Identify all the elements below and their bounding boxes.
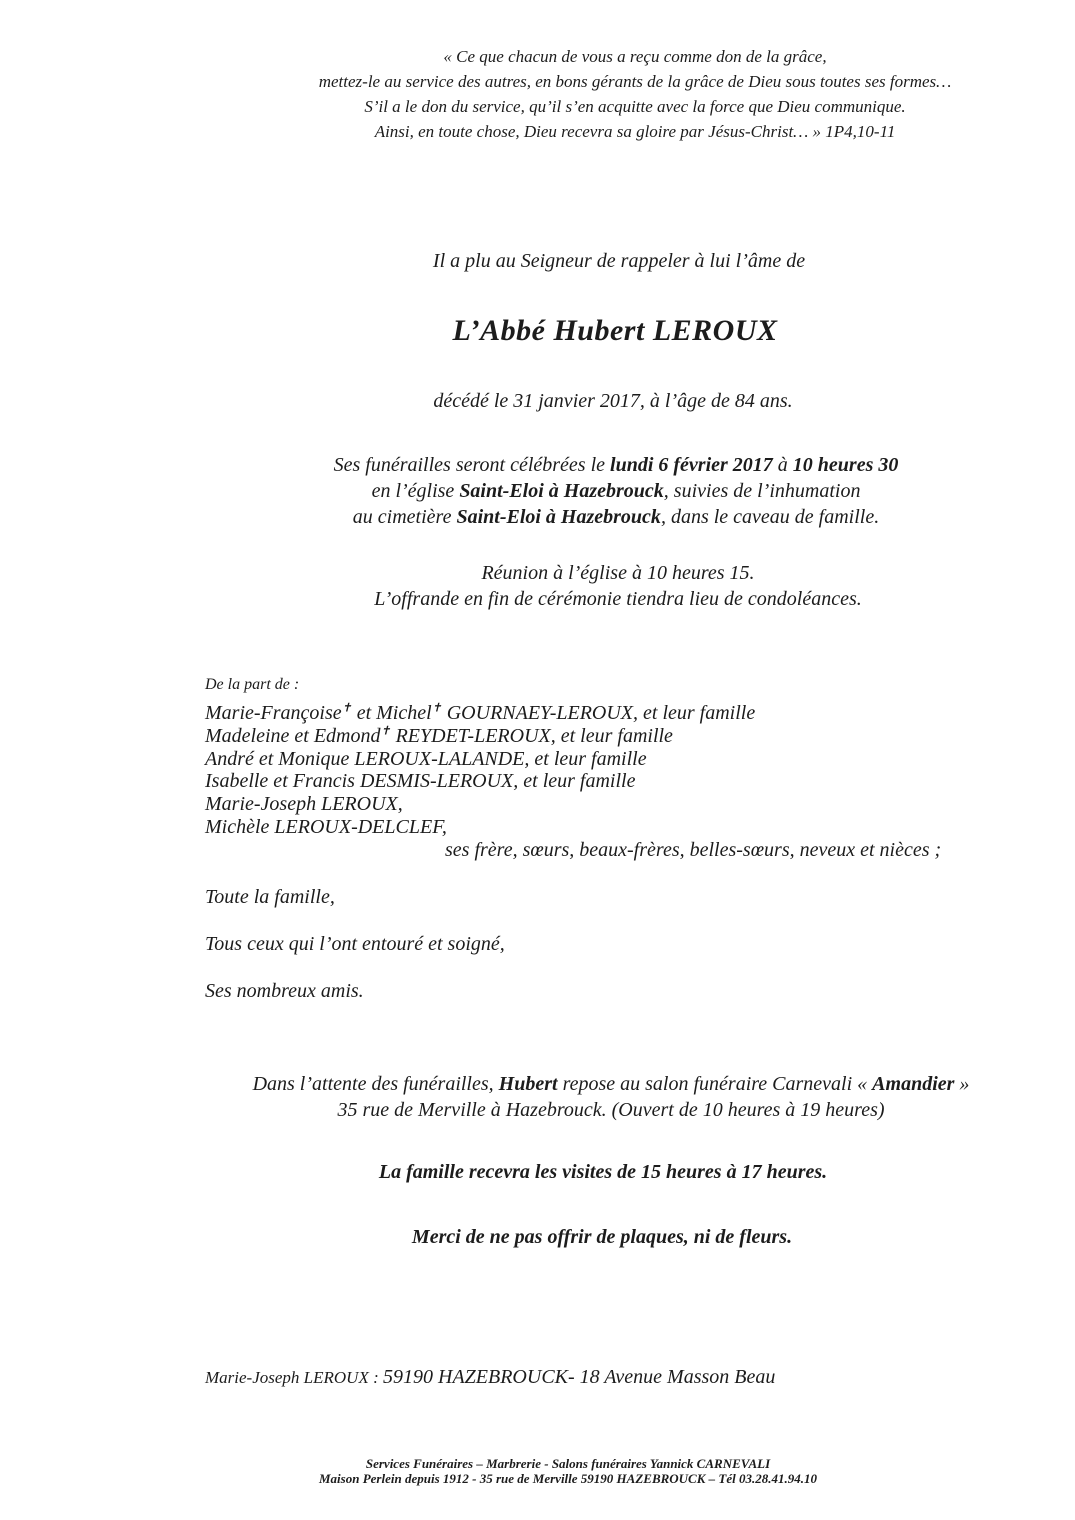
family-name-line: Marie-Françoise✝ et Michel✝ GOURNAEY-LEROUX, et leur famille [205, 700, 756, 724]
repose-details-line: 35 rue de Merville à Hazebrouck. (Ouvert de 10 heures à 19 heures) [337, 1099, 885, 1121]
caregivers-line: Tous ceux qui l’ont entouré et soigné, [205, 933, 505, 955]
meeting-details-line: L’offrande en fin de cérémonie tiendra lieu de condoléances. [374, 588, 862, 610]
funeral-details-line: en l’église Saint-Eloi à Hazebrouck, suivies de l’inhumation [371, 480, 861, 502]
family-name-line: Marie-Joseph LEROUX, [205, 793, 403, 816]
family-name-line: Isabelle et Francis DESMIS-LEROUX, et leur famille [205, 770, 636, 793]
funeral-details [206, 452, 1026, 530]
family-names-list [205, 702, 1055, 862]
family-name-line: Madeleine et Edmond✝ REYDET-LEROUX, et leur famille [205, 723, 673, 747]
meeting-details-line: Réunion à l’église à 10 heures 15. [481, 562, 755, 584]
funeral-details-line: Ses funérailles seront célébrées le lundi 6 février 2017 à 10 heures 30 [333, 454, 899, 476]
funeral-details-line: au cimetière Saint-Eloi à Hazebrouck, dans le caveau de famille. [352, 506, 880, 528]
meeting-details [208, 560, 1028, 612]
family-name-line: ses frère, sœurs, beaux-frères, belles-sœurs, neveux et nièces ; [445, 838, 942, 861]
repose-details-line: Dans l’attente des funérailles, Hubert repose au salon funéraire Carnevali « Amandier » [252, 1073, 970, 1095]
death-date-line: décédé le 31 janvier 2017, à l’âge de 84 ans. [433, 390, 793, 412]
friends-line: Ses nombreux amis. [205, 980, 364, 1002]
from-label: De la part de : [205, 676, 300, 693]
scripture-quote-line: Ainsi, en toute chose, Dieu recevra sa gloire par Jésus-Christ… » 1P4,10-11 [374, 122, 896, 141]
funeral-home-footer [158, 1456, 978, 1486]
deceased-name: L’Abbé Hubert LEROUX [452, 314, 778, 347]
family-name-line: André et Monique LEROUX-LALANDE, et leur famille [205, 747, 647, 770]
repose-details [201, 1071, 1021, 1123]
contact-address [205, 1366, 1005, 1389]
scripture-quote-line: S’il a le don du service, qu’il s’en acquitte avec la force que Dieu communique. [364, 97, 906, 116]
scripture-quote-line: mettez-le au service des autres, en bons gérants de la grâce de Dieu sous toutes ses formes… [318, 72, 952, 91]
visiting-hours-line: La famille recevra les visites de 15 heures à 17 heures. [378, 1161, 828, 1183]
scripture-quote-line: « Ce que chacun de vous a reçu comme don de la grâce, [443, 47, 827, 66]
no-flowers-line: Merci de ne pas offrir de plaques, ni de fleurs. [411, 1226, 793, 1248]
scripture-quote [185, 44, 1075, 144]
contact-address-text: 59190 HAZEBROUCK- 18 Avenue Masson Beau [383, 1366, 776, 1388]
whole-family-line: Toute la famille, [205, 886, 335, 908]
family-name-line: Michèle LEROUX-DELCLEF, [205, 815, 447, 838]
contact-name: Marie-Joseph LEROUX : [205, 1368, 383, 1387]
funeral-home-footer-line: Services Funéraires – Marbrerie - Salons funéraires Yannick CARNEVALI [365, 1456, 771, 1471]
intro-line: Il a plu au Seigneur de rappeler à lui l’âme de [432, 250, 806, 272]
funeral-home-footer-line: Maison Perlein depuis 1912 - 35 rue de Merville 59190 HAZEBROUCK – Tél 03.28.41.94.10 [319, 1471, 817, 1486]
